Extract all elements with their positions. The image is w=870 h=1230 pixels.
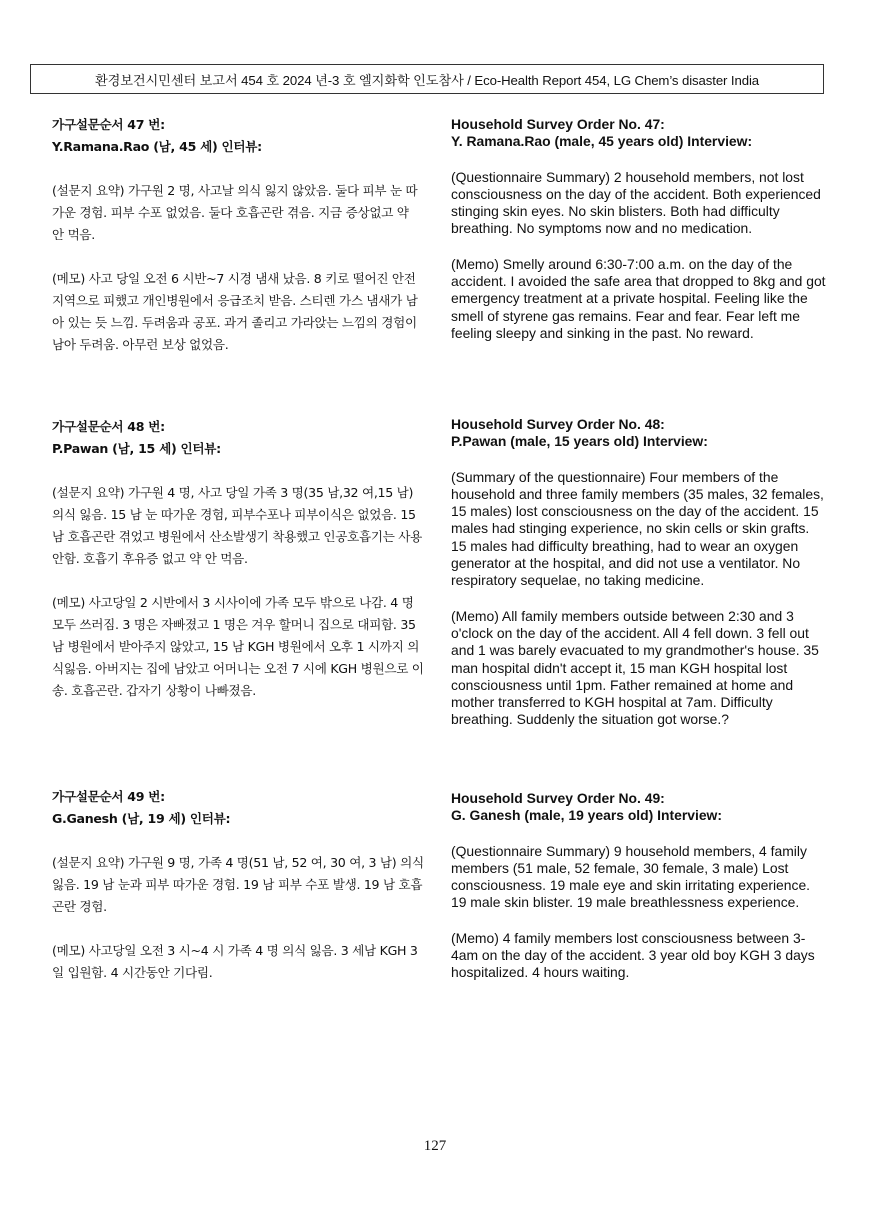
entry-47-en-subtitle: Y. Ramana.Rao (male, 45 years old) Interview: [451,133,753,150]
entry-49-en-title: Household Survey Order No. 49: [451,790,665,806]
entry-48-ko-title: 가구설문순서 48 번: [52,419,165,434]
entry-47-en-memo: (Memo) Smelly around 6:30-7:00 a.m. on the day of the accident. I avoided the safe area that dropped to 8kg and got emergency treatment at a private hospital. Feeling like the smell of styrene gas remains. Fear and fear. Fear left me feeling sleepy and sinking in the past. No reward. [451,255,826,341]
entry-48-ko-subtitle: P.Pawan (남, 15 세) 인터뷰: [52,441,221,456]
entry-47-en-summary: (Questionnaire Summary) 2 household members, not lost consciousness on the day of the accident. Both experienced stinging skin eyes. No skin blisters. Both had difficulty breathing. No symptoms now and no medication. [451,168,821,237]
entry-49-en-memo: (Memo) 4 family members lost consciousness between 3-4am on the day of the accident. 3 year old boy KGH 3 days hospitalized. 4 hours waiting. [451,929,815,981]
entry-49-ko-memo: (메모) 사고당일 오전 3 시~4 시 가족 4 명 의식 잃음. 3 세남 KGH 3 일 입원함. 4 시간동안 기다림. [52,943,418,980]
report-header-text: 환경보건시민센터 보고서 454 호 2024 년-3 호 엘지화학 인도참사 / Eco-Health Report 454, LG Chem’s disaster India [94,72,760,88]
entry-47-ko-summary: (설문지 요약) 가구원 2 명, 사고날 의식 잃지 않았음. 둘다 피부 눈 따가운 경험. 피부 수포 없었음. 둘다 호흡곤란 겪음. 지금 증상없고 약 안 먹음. [52,183,418,242]
entry-48-ko-memo: (메모) 사고당일 2 시반에서 3 시사이에 가족 모두 밖으로 나감. 4 명 모두 쓰러짐. 3 명은 자빠졌고 1 명은 겨우 할머니 집으로 대피함. 35 남 병원에서 받아주지 않았고, 15 남 KGH 병원에서 오후 1 시까지 의식잃음. 아버지는 집에 남았고 어머니는 오전 7 시에 KGH 병원으로 이송. 호흡곤란. 갑자기 상황이 나빠졌음. [52,595,424,698]
entry-48-korean [52,416,424,702]
entry-49-korean [52,786,424,984]
entry-49-ko-subtitle: G.Ganesh (남, 19 세) 인터뷰: [52,811,231,826]
entry-47-ko-memo: (메모) 사고 당일 오전 6 시반~7 시경 냄새 났음. 8 키로 떨어진 안전지역으로 피했고 개인병원에서 응급조치 받음. 스티렌 가스 냄새가 남아 있는 듯 느낌. 두려움과 공포. 과거 졸리고 가라앉는 느낌의 경험이 남아 두려움. 아무런 보상 없었음. [52,271,418,352]
entry-48-english [451,416,826,729]
entry-48-ko-summary: (설문지 요약) 가구원 4 명, 사고 당일 가족 3 명(35 남,32 여,15 남) 의식 잃음. 15 남 눈 따가운 경험, 피부수포나 피부이식은 없었음. 15 남 호흡곤란 겪었고 병원에서 산소발생기 착용했고 인공호흡기는 사용안함. 호흡기 후유증 없고 약 안 먹음. [52,485,423,566]
entry-47-en-title: Household Survey Order No. 47: [451,116,665,132]
report-header [30,64,824,94]
entry-49-en-summary: (Questionnaire Summary) 9 household members, 4 family members (51 male, 52 female, 30 female, 3 male) Lost consciousness. 19 male eye and skin irritating experience. 19 male skin blister. 19 male breathlessness experience. [451,842,811,911]
entry-48-en-summary: (Summary of the questionnaire) Four members of the household and three family members (35 males, 32 females, 15 males) lost consciousness on the day of the accident. 15 males had stinging experience, no skin cells or skin grafts. 15 males had difficulty breathing, had to wear an oxygen generator at the hospital, and did not use a ventilator. No respiratory sequelae, no taking medicine. [451,468,824,589]
page-number: 127 [423,1138,447,1154]
entry-48-en-title: Household Survey Order No. 48: [451,416,665,432]
entry-49-english [451,790,826,982]
entry-48-en-subtitle: P.Pawan (male, 15 years old) Interview: [451,433,708,450]
entry-47-ko-subtitle: Y.Ramana.Rao (남, 45 세) 인터뷰: [52,139,262,154]
entry-47-ko-title: 가구설문순서 47 번: [52,117,165,132]
entry-47-english [451,116,826,342]
entry-48-en-memo: (Memo) All family members outside between 2:30 and 3 o'clock on the day of the accident. All 4 fell down. 3 fell out and 1 was barely evacuated to my grandmother's house. 35 man hospital didn't accept it, 15 man KGH hospital lost consciousness until 1pm. Father remained at home and mother transferred to KGH hospital at 7am. Difficulty breathing. Suddenly the situation got worse.? [451,607,819,728]
entry-49-ko-summary: (설문지 요약) 가구원 9 명, 가족 4 명(51 남, 52 여, 30 여, 3 남) 의식 잃음. 19 남 눈과 피부 따가운 경험. 19 남 피부 수포 발생. 19 남 호흡 곤란 경험. [52,855,424,914]
entry-49-ko-title: 가구설문순서 49 번: [52,789,165,804]
entry-47-korean [52,114,424,356]
entry-49-en-subtitle: G. Ganesh (male, 19 years old) Interview: [451,807,722,824]
